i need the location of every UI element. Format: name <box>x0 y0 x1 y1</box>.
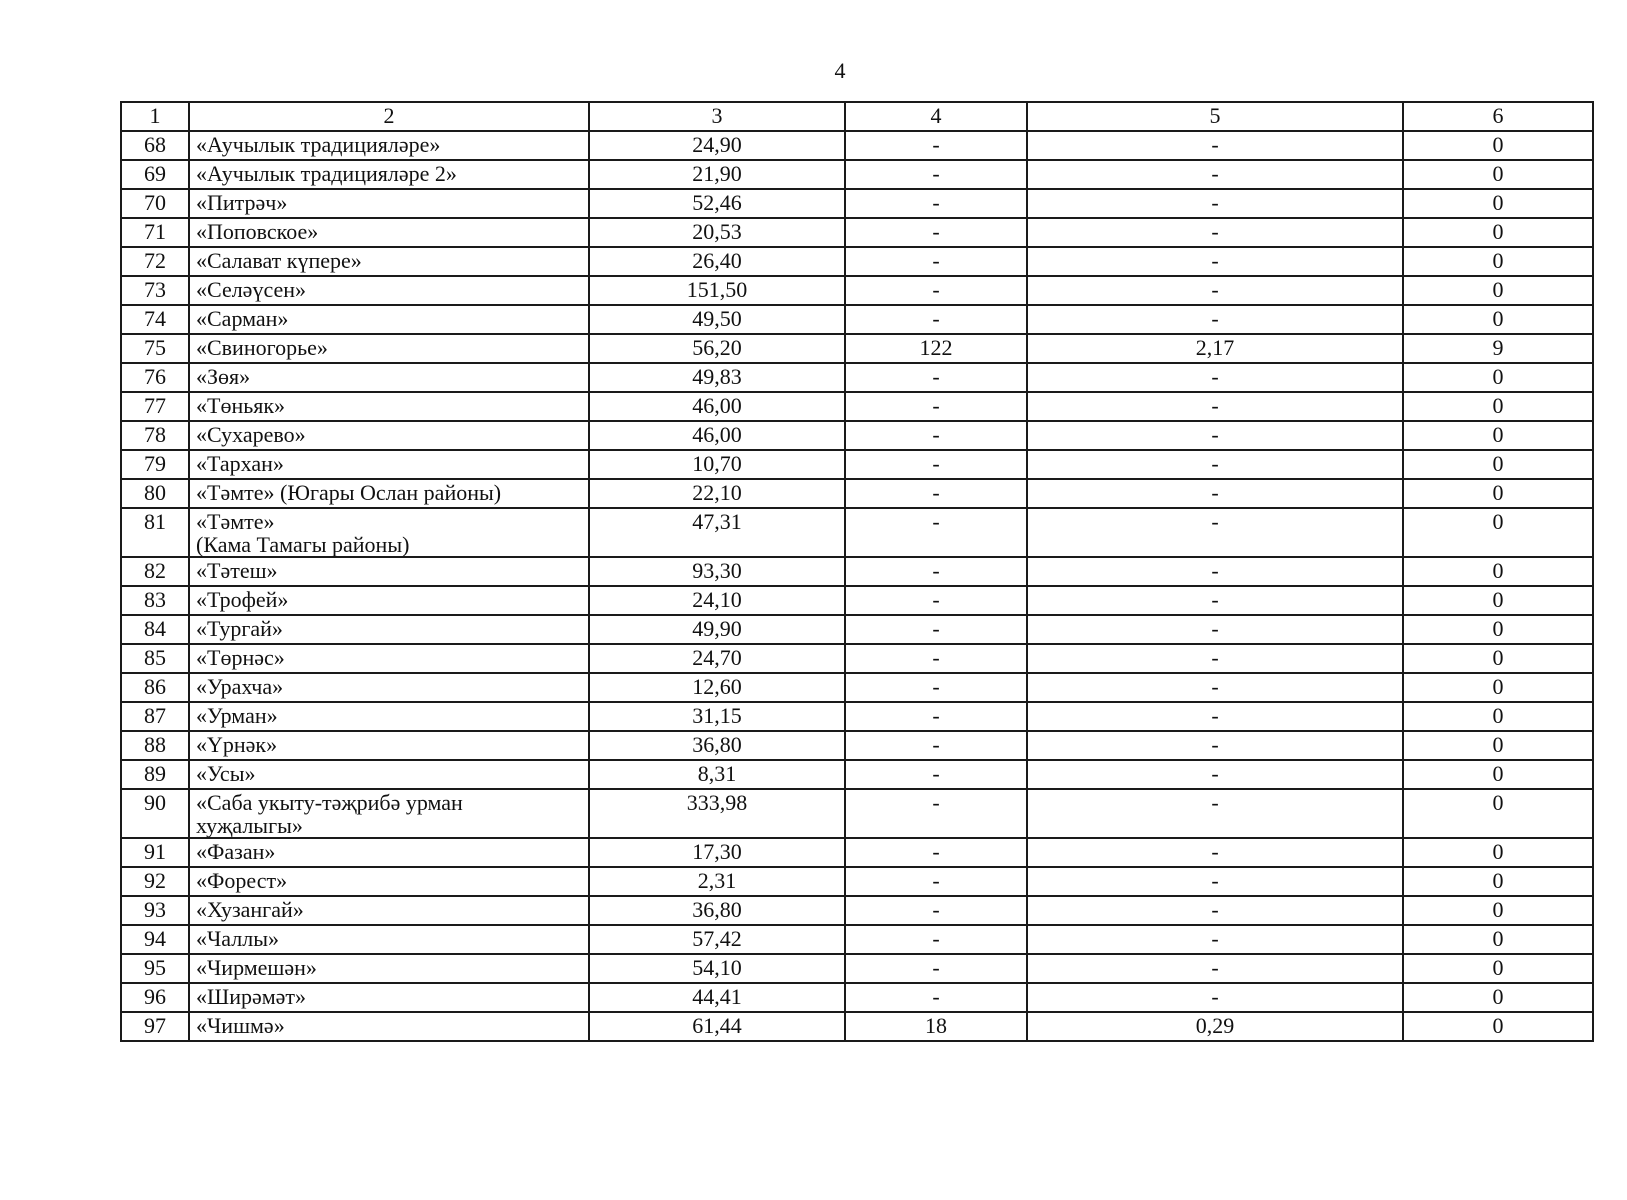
col6-cell: 0 <box>1403 421 1593 450</box>
row-number-cell: 69 <box>121 160 189 189</box>
name-line: «Чирмешән» <box>196 955 317 981</box>
col6-cell: 0 <box>1403 673 1593 702</box>
name-line: «Салават күпере» <box>196 248 362 273</box>
col6-cell: 0 <box>1403 896 1593 925</box>
col6-cell: 0 <box>1403 615 1593 644</box>
row-number-cell: 71 <box>121 218 189 247</box>
col6-cell: 0 <box>1403 1012 1593 1041</box>
col4-cell: - <box>845 276 1027 305</box>
name-cell <box>189 363 589 392</box>
name-line: «Төньяк» <box>196 393 286 418</box>
col4-cell: - <box>845 867 1027 896</box>
header-cell: 4 <box>845 102 1027 131</box>
col3-cell: 56,20 <box>589 334 845 363</box>
name-cell <box>189 334 589 363</box>
col5-cell: - <box>1027 702 1403 731</box>
col6-cell: 0 <box>1403 218 1593 247</box>
header-cell: 6 <box>1403 102 1593 131</box>
col3-cell: 2,31 <box>589 867 845 896</box>
name-line: «Усы» <box>196 761 256 787</box>
name-cell <box>189 702 589 731</box>
col3-cell: 21,90 <box>589 160 845 189</box>
col4-cell: - <box>845 557 1027 586</box>
col3-cell: 12,60 <box>589 673 845 702</box>
col4-cell: - <box>845 247 1027 276</box>
col5-cell: - <box>1027 867 1403 896</box>
col5-cell: - <box>1027 983 1403 1012</box>
col6-cell: 0 <box>1403 867 1593 896</box>
table-row <box>121 189 1593 218</box>
col4-cell: 122 <box>845 334 1027 363</box>
row-number-cell: 82 <box>121 557 189 586</box>
col5-cell: - <box>1027 189 1403 218</box>
col3-cell: 49,90 <box>589 615 845 644</box>
col6-cell: 0 <box>1403 760 1593 789</box>
col5-cell: - <box>1027 760 1403 789</box>
col6-cell: 0 <box>1403 838 1593 867</box>
col3-cell: 22,10 <box>589 479 845 508</box>
table-row <box>121 731 1593 760</box>
col3-cell: 24,70 <box>589 644 845 673</box>
col5-cell: - <box>1027 838 1403 867</box>
col4-cell: - <box>845 479 1027 508</box>
col5-cell: - <box>1027 644 1403 673</box>
table-row <box>121 954 1593 983</box>
col6-cell: 0 <box>1403 789 1593 838</box>
col6-cell: 0 <box>1403 954 1593 983</box>
table-row <box>121 983 1593 1012</box>
col6-cell: 0 <box>1403 247 1593 276</box>
name-line: «Урахча» <box>196 674 284 700</box>
col4-cell: 18 <box>845 1012 1027 1041</box>
name-line: «Хузангай» <box>196 897 304 923</box>
col4-cell: - <box>845 189 1027 218</box>
col4-cell: - <box>845 673 1027 702</box>
col6-cell: 0 <box>1403 508 1593 557</box>
col3-cell: 46,00 <box>589 421 845 450</box>
col4-cell: - <box>845 954 1027 983</box>
col6-cell: 0 <box>1403 305 1593 334</box>
col3-cell: 49,83 <box>589 363 845 392</box>
col6-cell: 0 <box>1403 479 1593 508</box>
name-line: «Чаллы» <box>196 926 279 952</box>
row-number-cell: 94 <box>121 925 189 954</box>
col4-cell: - <box>845 615 1027 644</box>
row-number-cell: 96 <box>121 983 189 1012</box>
table-row <box>121 450 1593 479</box>
row-number-cell: 75 <box>121 334 189 363</box>
col4-cell: - <box>845 218 1027 247</box>
name-cell <box>189 760 589 789</box>
name-line: «Ширәмәт» <box>196 984 307 1010</box>
col3-cell: 46,00 <box>589 392 845 421</box>
col3-cell: 36,80 <box>589 896 845 925</box>
table-row <box>121 673 1593 702</box>
name-line: «Сарман» <box>196 306 289 331</box>
col3-cell: 36,80 <box>589 731 845 760</box>
name-cell <box>189 867 589 896</box>
col3-cell: 54,10 <box>589 954 845 983</box>
col4-cell: - <box>845 789 1027 838</box>
col3-cell: 47,31 <box>589 508 845 557</box>
col3-cell: 26,40 <box>589 247 845 276</box>
name-cell <box>189 218 589 247</box>
table-row <box>121 760 1593 789</box>
name-line: «Аучылык традицияләре» <box>196 132 441 157</box>
name-line: «Сухарево» <box>196 422 306 447</box>
table-row <box>121 276 1593 305</box>
row-number-cell: 93 <box>121 896 189 925</box>
name-line: «Тәмте» (Югары Ослан районы) <box>196 480 502 505</box>
col3-cell: 333,98 <box>589 789 845 838</box>
col4-cell: - <box>845 160 1027 189</box>
name-line: «Свиногорье» <box>196 335 328 360</box>
name-cell <box>189 479 589 508</box>
table-row <box>121 586 1593 615</box>
row-number-cell: 78 <box>121 421 189 450</box>
col6-cell: 0 <box>1403 160 1593 189</box>
col5-cell: - <box>1027 925 1403 954</box>
row-number-cell: 90 <box>121 789 189 838</box>
row-number-cell: 68 <box>121 131 189 160</box>
table-row <box>121 334 1593 363</box>
row-number-cell: 89 <box>121 760 189 789</box>
table-row <box>121 421 1593 450</box>
col5-cell: - <box>1027 131 1403 160</box>
page-number: 4 <box>834 58 846 83</box>
name-line: «Тургай» <box>196 616 283 642</box>
col6-cell: 0 <box>1403 450 1593 479</box>
col6-cell: 0 <box>1403 363 1593 392</box>
name-line: «Форест» <box>196 868 288 894</box>
col4-cell: - <box>845 760 1027 789</box>
table-row <box>121 867 1593 896</box>
header-cell: 2 <box>189 102 589 131</box>
col3-cell: 10,70 <box>589 450 845 479</box>
row-number-cell: 84 <box>121 615 189 644</box>
table-row <box>121 557 1593 586</box>
col4-cell: - <box>845 586 1027 615</box>
name-cell <box>189 731 589 760</box>
header-cell: 5 <box>1027 102 1403 131</box>
name-cell <box>189 789 589 838</box>
col5-cell: - <box>1027 789 1403 838</box>
col5-cell: - <box>1027 450 1403 479</box>
col4-cell: - <box>845 983 1027 1012</box>
row-number-cell: 80 <box>121 479 189 508</box>
col4-cell: - <box>845 508 1027 557</box>
name-cell <box>189 896 589 925</box>
row-number-cell: 91 <box>121 838 189 867</box>
row-number-cell: 73 <box>121 276 189 305</box>
col5-cell: - <box>1027 247 1403 276</box>
name-line: «Үрнәк» <box>196 732 278 758</box>
col4-cell: - <box>845 925 1027 954</box>
col5-cell: 2,17 <box>1027 334 1403 363</box>
name-line: «Питрәч» <box>196 190 288 215</box>
table-row <box>121 218 1593 247</box>
col6-cell: 0 <box>1403 983 1593 1012</box>
row-number-cell: 79 <box>121 450 189 479</box>
name-line: «Урман» <box>196 703 278 729</box>
table-row <box>121 363 1593 392</box>
col5-cell: - <box>1027 731 1403 760</box>
name-cell <box>189 508 589 557</box>
row-number-cell: 76 <box>121 363 189 392</box>
col3-cell: 93,30 <box>589 557 845 586</box>
col4-cell: - <box>845 702 1027 731</box>
row-number-cell: 72 <box>121 247 189 276</box>
name-cell <box>189 615 589 644</box>
col5-cell: - <box>1027 160 1403 189</box>
table-row <box>121 615 1593 644</box>
name-line: «Саба укыту-тәҗрибә урман <box>196 790 463 816</box>
col6-cell: 0 <box>1403 392 1593 421</box>
name-line: «Чишмә» <box>196 1013 285 1039</box>
col5-cell: - <box>1027 954 1403 983</box>
col6-cell: 0 <box>1403 189 1593 218</box>
col6-cell: 9 <box>1403 334 1593 363</box>
col5-cell: - <box>1027 673 1403 702</box>
name-line: «Тәтеш» <box>196 558 278 584</box>
table-row <box>121 896 1593 925</box>
row-number-cell: 77 <box>121 392 189 421</box>
name-line-continued: (Кама Тамагы районы) <box>196 532 410 558</box>
row-number-cell: 81 <box>121 508 189 557</box>
name-cell <box>189 450 589 479</box>
name-cell <box>189 276 589 305</box>
col3-cell: 57,42 <box>589 925 845 954</box>
name-line: «Фазан» <box>196 839 276 865</box>
col4-cell: - <box>845 131 1027 160</box>
row-number-cell: 87 <box>121 702 189 731</box>
table-row <box>121 1012 1593 1041</box>
col6-cell: 0 <box>1403 731 1593 760</box>
name-cell <box>189 673 589 702</box>
col4-cell: - <box>845 363 1027 392</box>
name-cell <box>189 189 589 218</box>
row-number-cell: 95 <box>121 954 189 983</box>
col3-cell: 8,31 <box>589 760 845 789</box>
name-line: «Тархан» <box>196 451 284 476</box>
name-cell <box>189 557 589 586</box>
name-line: «Поповское» <box>196 219 319 244</box>
name-line: «Зөя» <box>196 364 251 389</box>
col3-cell: 44,41 <box>589 983 845 1012</box>
name-cell <box>189 983 589 1012</box>
col5-cell: - <box>1027 218 1403 247</box>
table-row <box>121 479 1593 508</box>
col6-cell: 0 <box>1403 131 1593 160</box>
row-number-cell: 83 <box>121 586 189 615</box>
row-number-cell: 97 <box>121 1012 189 1041</box>
name-cell <box>189 1012 589 1041</box>
header-cell: 3 <box>589 102 845 131</box>
col5-cell: - <box>1027 586 1403 615</box>
col3-cell: 31,15 <box>589 702 845 731</box>
col3-cell: 24,10 <box>589 586 845 615</box>
col4-cell: - <box>845 896 1027 925</box>
col6-cell: 0 <box>1403 557 1593 586</box>
name-cell <box>189 247 589 276</box>
col5-cell: - <box>1027 615 1403 644</box>
col5-cell: - <box>1027 276 1403 305</box>
row-number-cell: 86 <box>121 673 189 702</box>
name-line: «Трофей» <box>196 587 289 613</box>
col4-cell: - <box>845 305 1027 334</box>
row-number-cell: 92 <box>121 867 189 896</box>
row-number-cell: 85 <box>121 644 189 673</box>
col6-cell: 0 <box>1403 644 1593 673</box>
name-cell <box>189 954 589 983</box>
name-line: «Аучылык традицияләре 2» <box>196 161 457 186</box>
name-cell <box>189 925 589 954</box>
col4-cell: - <box>845 644 1027 673</box>
col3-cell: 17,30 <box>589 838 845 867</box>
col5-cell: - <box>1027 305 1403 334</box>
table-row <box>121 131 1593 160</box>
col5-cell: - <box>1027 508 1403 557</box>
col5-cell: - <box>1027 392 1403 421</box>
col4-cell: - <box>845 450 1027 479</box>
table-row <box>121 644 1593 673</box>
name-cell <box>189 644 589 673</box>
table-row <box>121 508 1593 557</box>
table-row <box>121 702 1593 731</box>
table-body <box>121 102 1593 1041</box>
col3-cell: 61,44 <box>589 1012 845 1041</box>
name-line: «Селәүсен» <box>196 277 307 302</box>
col4-cell: - <box>845 392 1027 421</box>
name-cell <box>189 131 589 160</box>
table-row <box>121 160 1593 189</box>
table-row <box>121 925 1593 954</box>
name-cell <box>189 838 589 867</box>
table-row <box>121 247 1593 276</box>
col5-cell: - <box>1027 479 1403 508</box>
col5-cell: - <box>1027 896 1403 925</box>
table-row <box>121 838 1593 867</box>
col6-cell: 0 <box>1403 586 1593 615</box>
name-cell <box>189 305 589 334</box>
name-line-continued: хуҗалыгы» <box>196 813 303 839</box>
name-cell <box>189 586 589 615</box>
col3-cell: 24,90 <box>589 131 845 160</box>
col4-cell: - <box>845 421 1027 450</box>
col3-cell: 20,53 <box>589 218 845 247</box>
col5-cell: - <box>1027 363 1403 392</box>
table-row <box>121 305 1593 334</box>
name-line: «Төрнәс» <box>196 645 285 671</box>
name-line: «Тәмте» <box>196 509 275 534</box>
col4-cell: - <box>845 731 1027 760</box>
name-cell <box>189 160 589 189</box>
header-cell: 1 <box>121 102 189 131</box>
col4-cell: - <box>845 838 1027 867</box>
row-number-cell: 70 <box>121 189 189 218</box>
col3-cell: 151,50 <box>589 276 845 305</box>
name-cell <box>189 392 589 421</box>
header-row <box>121 102 1593 131</box>
col6-cell: 0 <box>1403 702 1593 731</box>
name-cell <box>189 421 589 450</box>
table-row <box>121 392 1593 421</box>
col5-cell: - <box>1027 557 1403 586</box>
row-number-cell: 88 <box>121 731 189 760</box>
col6-cell: 0 <box>1403 276 1593 305</box>
data-table <box>120 101 1594 1042</box>
row-number-cell: 74 <box>121 305 189 334</box>
col3-cell: 52,46 <box>589 189 845 218</box>
table-row <box>121 789 1593 838</box>
col5-cell: 0,29 <box>1027 1012 1403 1041</box>
col5-cell: - <box>1027 421 1403 450</box>
col6-cell: 0 <box>1403 925 1593 954</box>
col3-cell: 49,50 <box>589 305 845 334</box>
